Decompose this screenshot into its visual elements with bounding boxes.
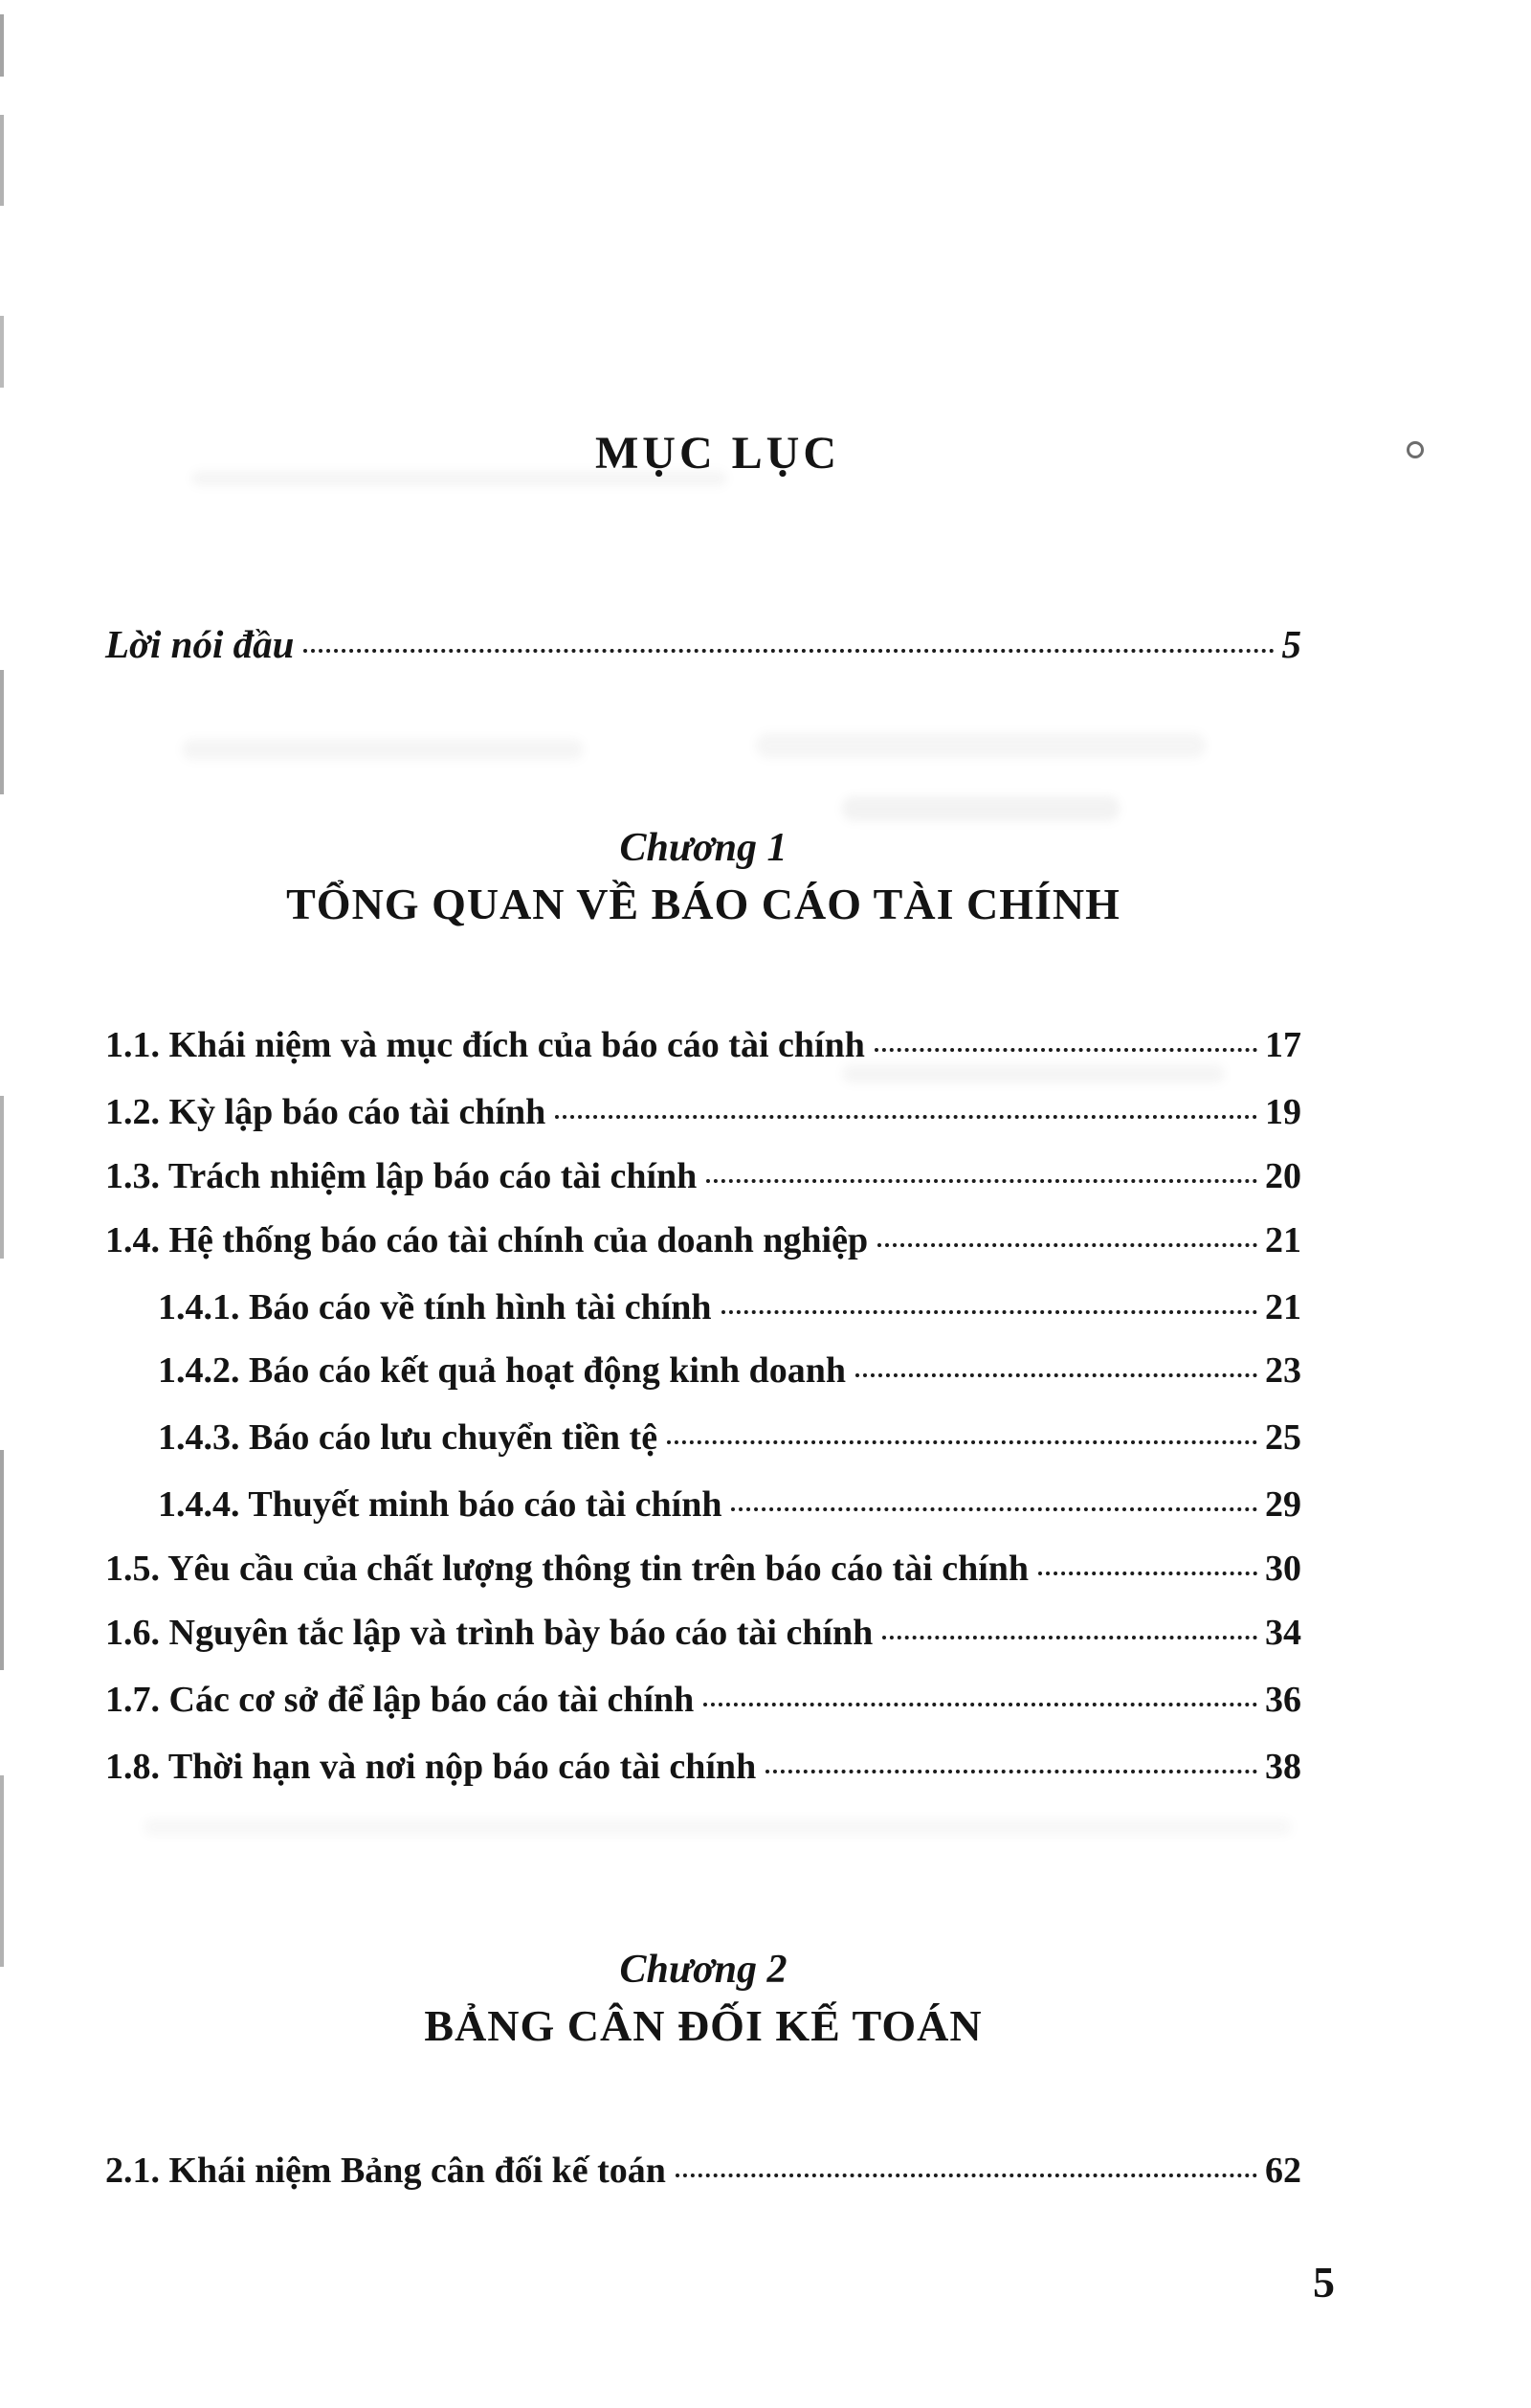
scan-edge-artifact bbox=[0, 1775, 4, 1967]
toc-entry bbox=[105, 1611, 1301, 1655]
toc-entry bbox=[105, 1154, 1301, 1198]
chapter-1-title: TỔNG QUAN VỀ BÁO CÁO TÀI CHÍNH bbox=[286, 880, 1121, 928]
dot-leader bbox=[555, 1115, 1257, 1119]
toc-entry-page: 5 bbox=[1281, 622, 1301, 666]
toc-entry-page: 38 bbox=[1265, 1747, 1301, 1787]
toc-entry-label: 2.1. Khái niệm Bảng cân đối kế toán bbox=[105, 2151, 666, 2191]
dot-leader bbox=[721, 1310, 1257, 1314]
toc-entry bbox=[105, 1218, 1301, 1262]
scan-edge-artifact bbox=[0, 14, 4, 77]
toc-entry bbox=[105, 1678, 1301, 1722]
dot-leader bbox=[875, 1048, 1257, 1052]
toc-entry-label: 1.4.1. Báo cáo về tính hình tài chính bbox=[158, 1287, 712, 1327]
dot-leader bbox=[766, 1770, 1257, 1773]
scan-smudge bbox=[756, 733, 1206, 758]
toc-entry-label: 1.5. Yêu cầu của chất lượng thông tin trên báo cáo tài chính bbox=[105, 1549, 1030, 1589]
toc-entry-page: 25 bbox=[1265, 1417, 1301, 1458]
toc-entry-label: 1.3. Trách nhiệm lập báo cáo tài chính bbox=[105, 1156, 698, 1196]
dot-leader bbox=[1038, 1572, 1257, 1575]
toc-entry bbox=[105, 1090, 1301, 1134]
toc-entry-label: 1.2. Kỳ lập báo cáo tài chính bbox=[105, 1092, 546, 1132]
dot-leader bbox=[882, 1636, 1257, 1639]
dot-leader bbox=[706, 1179, 1257, 1183]
dot-leader bbox=[877, 1243, 1257, 1247]
toc-entry-page: 19 bbox=[1265, 1092, 1301, 1132]
toc-entry-page: 30 bbox=[1265, 1549, 1301, 1589]
page-title: MỤC LỤC bbox=[595, 428, 840, 479]
toc-entry-preface bbox=[105, 620, 1301, 668]
dot-leader bbox=[703, 1703, 1257, 1706]
toc-entry-page: 62 bbox=[1265, 2151, 1301, 2191]
toc-entry-label: 1.4.3. Báo cáo lưu chuyển tiền tệ bbox=[158, 1417, 658, 1458]
toc-subentry bbox=[105, 1483, 1301, 1527]
scan-smudge bbox=[182, 739, 584, 760]
toc-entry bbox=[105, 1023, 1301, 1067]
scan-edge-artifact bbox=[0, 1450, 4, 1670]
toc-entry-page: 23 bbox=[1265, 1350, 1301, 1391]
toc-entry-label: 1.4.4. Thuyết minh báo cáo tài chính bbox=[158, 1484, 722, 1525]
toc-entry-page: 21 bbox=[1265, 1220, 1301, 1260]
chapter-1-kicker: Chương 1 bbox=[619, 826, 788, 870]
dot-leader bbox=[303, 649, 1274, 653]
scan-speck-artifact bbox=[1407, 441, 1424, 458]
toc-entry-page: 29 bbox=[1265, 1484, 1301, 1525]
toc-entry-label: Lời nói đầu bbox=[105, 622, 295, 666]
toc-entry-label: 1.8. Thời hạn và nơi nộp báo cáo tài chính bbox=[105, 1747, 757, 1787]
toc-entry-page: 36 bbox=[1265, 1680, 1301, 1720]
dot-leader bbox=[676, 2174, 1257, 2177]
toc-entry bbox=[105, 1547, 1301, 1591]
scan-smudge bbox=[842, 796, 1120, 821]
dot-leader bbox=[667, 1440, 1257, 1444]
toc-entry-label: 1.6. Nguyên tắc lập và trình bày báo cáo tài chính bbox=[105, 1613, 874, 1653]
dot-leader bbox=[855, 1373, 1257, 1377]
toc-entry-page: 20 bbox=[1265, 1156, 1301, 1196]
scan-edge-artifact bbox=[0, 115, 4, 206]
chapter-2-title: BẢNG CÂN ĐỐI KẾ TOÁN bbox=[424, 2001, 983, 2050]
toc-entry bbox=[105, 1745, 1301, 1789]
toc-subentry bbox=[105, 1349, 1301, 1393]
toc-entry-page: 34 bbox=[1265, 1613, 1301, 1653]
toc-entry-page: 21 bbox=[1265, 1287, 1301, 1327]
toc-entry-label: 1.7. Các cơ sở để lập báo cáo tài chính bbox=[105, 1680, 695, 1720]
chapter-2-kicker: Chương 2 bbox=[619, 1948, 788, 1992]
scan-smudge bbox=[842, 1064, 1225, 1083]
scan-edge-artifact bbox=[0, 1096, 4, 1259]
toc-subentry bbox=[105, 1285, 1301, 1329]
toc-entry-page: 17 bbox=[1265, 1025, 1301, 1065]
toc-entry-label: 1.4.2. Báo cáo kết quả hoạt động kinh doanh bbox=[158, 1350, 847, 1391]
folio-page-number: 5 bbox=[1313, 2258, 1335, 2307]
dot-leader bbox=[731, 1507, 1257, 1511]
toc-entry-label: 1.4. Hệ thống báo cáo tài chính của doanh nghiệp bbox=[105, 1220, 869, 1260]
scan-smudge bbox=[144, 1818, 1292, 1836]
scan-edge-artifact bbox=[0, 670, 4, 794]
toc-subentry bbox=[105, 1416, 1301, 1460]
scan-edge-artifact bbox=[0, 316, 4, 388]
toc-entry-label: 1.1. Khái niệm và mục đích của báo cáo tài chính bbox=[105, 1025, 865, 1065]
toc-entry bbox=[105, 2149, 1301, 2193]
